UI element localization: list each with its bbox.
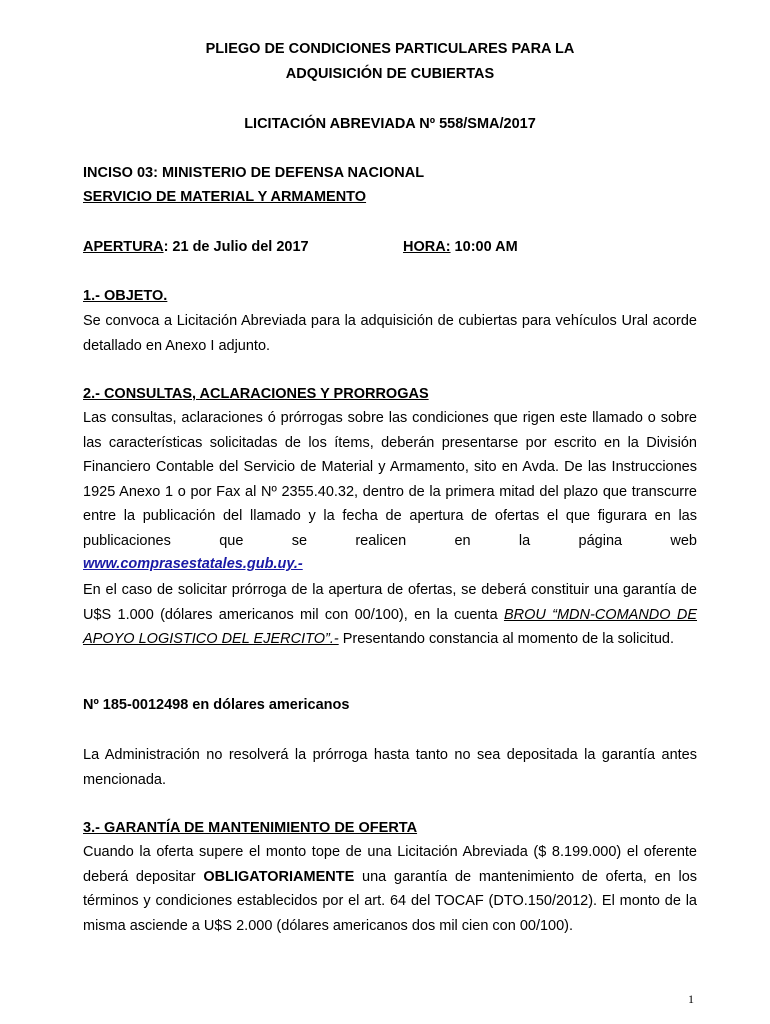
title-line-1: PLIEGO DE CONDICIONES PARTICULARES PARA LA (205, 41, 575, 57)
section-3-text-b: una garantía de mantenimiento de oferta, en los términos y condiciones establecidos por el art. 64 del TOCAF (DTO.150/2012). El monto de la misma asciende a U$S 2.000 (dólares americanos dos mil cien con 00/100). (83, 868, 698, 934)
web-link-line (83, 556, 303, 572)
hora-label: HORA: (403, 239, 451, 255)
obligatoriamente: OBLIGATORIAMENTE (203, 868, 355, 885)
comprasestatales-link[interactable]: www.comprasestatales.gub.uy.- (83, 556, 303, 572)
admin-text: La Administración no resolverá la prórroga hasta tanto no sea depositada la garantía antes mencionada. (83, 747, 697, 788)
section-2-heading: 2.- CONSULTAS, ACLARACIONES Y PRORROGAS (83, 386, 429, 402)
hora-value: 10:00 AM (450, 239, 518, 255)
section-2-text: Las consultas, aclaraciones ó prórrogas sobre las condiciones que rigen este llamado o sobre las características solicitadas de los ítems, deberán presentarse por escrito en la División Financiero Contable del Servicio de Material y Armamento, sito en Avda. De las Instrucciones 1925 Anexo 1 o por Fax al Nº 2355.40.32, dentro de la primera mitad del plazo que transcurre entre la publicación del llamado y la fecha de apertura de ofertas el que figurara en las publicaciones que se realicen en la página web (83, 410, 697, 549)
prorroga-text-b: Presentando constancia al momento de la solicitud. (338, 631, 674, 647)
section-3-text-a: Cuando la oferta supere el monto tope de una Licitación Abreviada ($ 8.199.000) el oferente deberá depositar (83, 844, 697, 885)
section-3-text (83, 840, 697, 938)
apertura-line (83, 239, 309, 255)
brou-account-name: BROU “MDN-COMANDO DE APOYO LOGISTICO DEL EJERCITO”.- (83, 606, 698, 647)
section-1-heading: 1.- OBJETO. (83, 288, 168, 304)
apertura-value: : 21 de Julio del 2017 (163, 239, 309, 255)
prorroga-paragraph (83, 578, 697, 652)
servicio: SERVICIO DE MATERIAL Y ARMAMENTO (83, 189, 367, 205)
prorroga-text-a: En el caso de solicitar prórroga de la apertura de ofertas, se deberá constituir una garantía de U$S 1.000 (dólares americanos mil con 00/100), en la cuenta (83, 582, 697, 623)
section-1-text: Se convoca a Licitación Abreviada para la adquisición de cubiertas para vehículos Ural acorde detallado en Anexo I adjunto. (83, 313, 697, 354)
inciso: INCISO 03: MINISTERIO DE DEFENSA NACIONAL (83, 165, 425, 181)
apertura-label: APERTURA (83, 239, 164, 255)
title-line-2: ADQUISICIÓN DE CUBIERTAS (285, 66, 495, 82)
licitacion-number: LICITACIÓN ABREVIADA Nº 558/SMA/2017 (244, 116, 536, 132)
hora-line (403, 239, 518, 255)
page-number: 1 (688, 992, 694, 1006)
section-3-heading: 3.- GARANTÍA DE MANTENIMIENTO DE OFERTA (83, 820, 418, 836)
account-number: Nº 185-0012498 en dólares americanos (83, 697, 350, 713)
